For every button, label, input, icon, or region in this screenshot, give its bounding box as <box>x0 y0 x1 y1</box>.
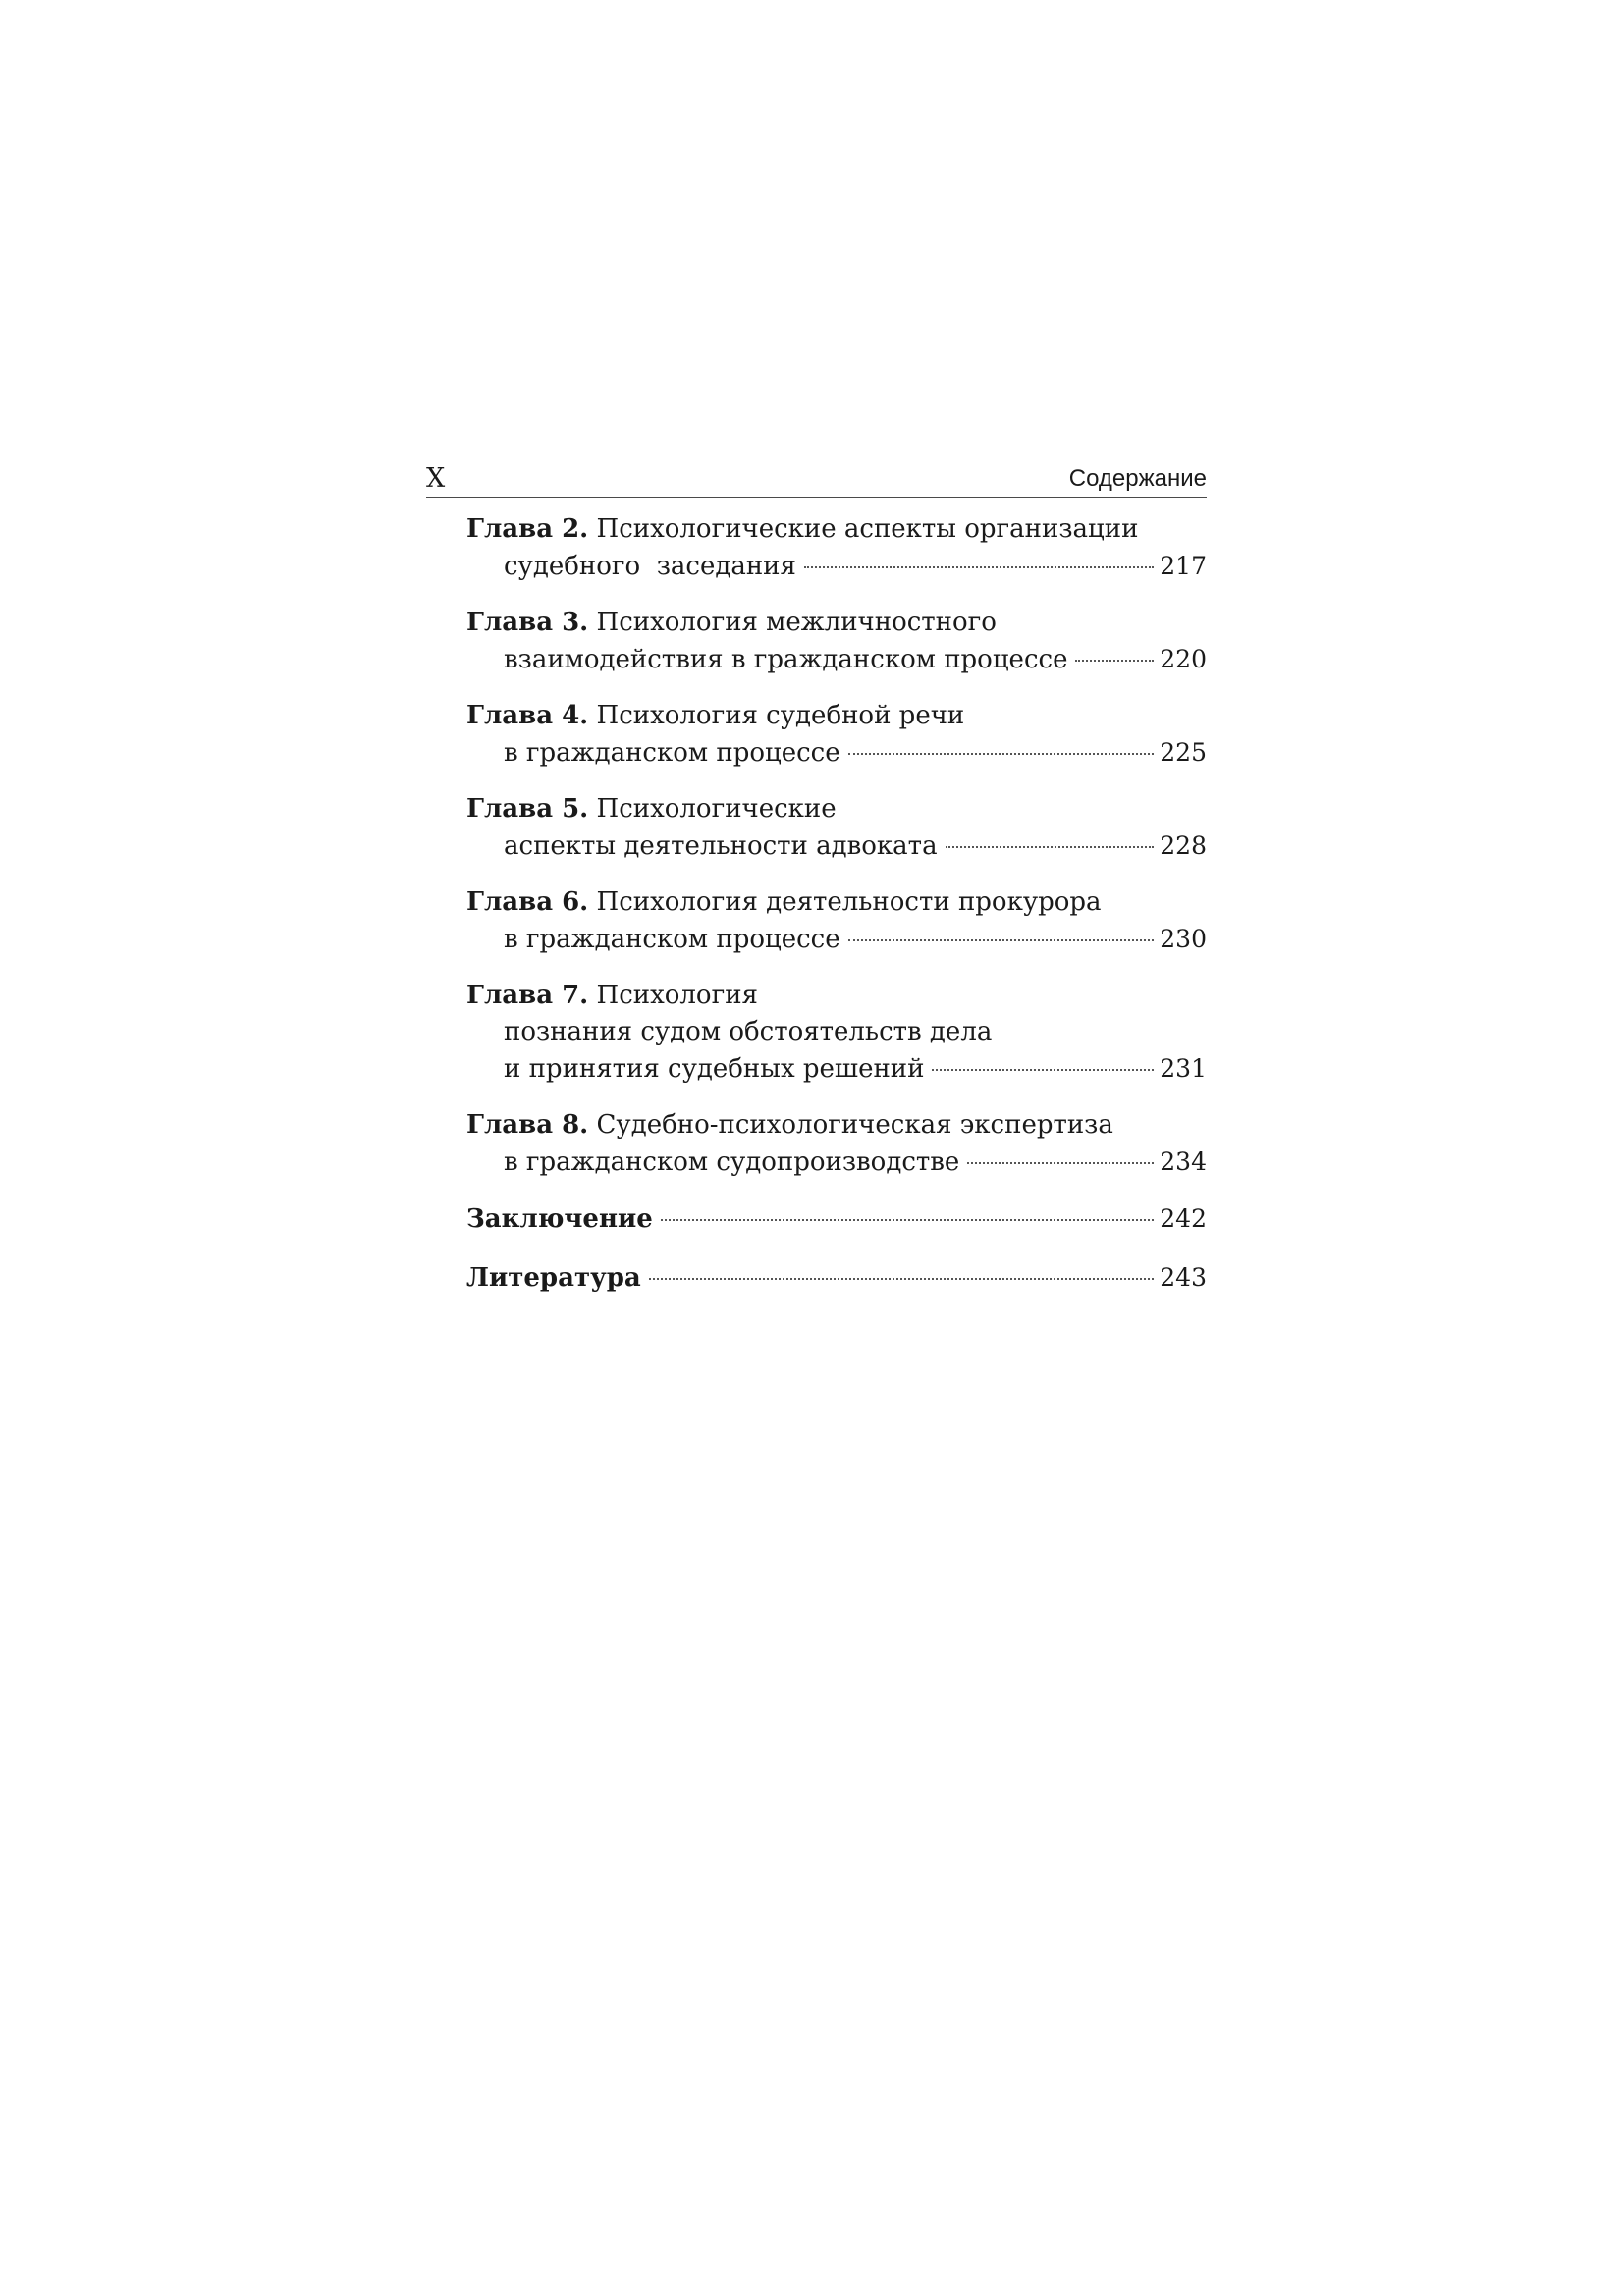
chapter-label: Глава 7. <box>466 981 589 1010</box>
chapter-title-line: судебного заседания <box>504 552 796 581</box>
chapter-label: Глава 3. <box>466 608 589 637</box>
page-ref: 228 <box>1160 831 1207 860</box>
chapter-label: Глава 2. <box>466 514 589 544</box>
chapter-label: Глава 6. <box>466 887 589 917</box>
chapter-title-line: в гражданском процессе <box>504 925 840 954</box>
chapter-label: Глава 4. <box>466 701 589 730</box>
table-of-contents <box>426 498 1207 1297</box>
toc-entry-conclusion[interactable] <box>466 1201 1207 1238</box>
toc-entry-chapter-5[interactable] <box>466 791 1207 865</box>
page-content <box>426 461 1207 1318</box>
chapter-title-line: аспекты деятельности адвоката <box>504 831 938 861</box>
page-ref: 225 <box>1160 738 1207 767</box>
page-ref: 231 <box>1160 1054 1207 1083</box>
chapter-title-line: Психология деятельности прокурора <box>596 887 1102 917</box>
chapter-title-line: в гражданском судопроизводстве <box>504 1148 960 1177</box>
section-label: Литература <box>466 1263 641 1293</box>
running-header <box>426 461 1207 498</box>
chapter-label: Глава 8. <box>466 1110 589 1140</box>
dot-leader <box>932 1069 1154 1071</box>
toc-entry-chapter-2[interactable] <box>466 511 1207 585</box>
page-ref: 217 <box>1160 552 1207 580</box>
dot-leader <box>848 939 1155 941</box>
page-number: X <box>426 463 446 494</box>
toc-entry-chapter-3[interactable] <box>466 605 1207 678</box>
dot-leader <box>649 1278 1155 1280</box>
chapter-title-line: Психология межличностного <box>596 608 997 637</box>
chapter-title-line: в гражданском процессе <box>504 738 840 768</box>
chapter-title-line: Психология судебной речи <box>596 701 965 730</box>
chapter-title-line: познания судом обстоятельств дела <box>504 1017 993 1046</box>
dot-leader <box>804 566 1154 568</box>
dot-leader <box>967 1162 1154 1164</box>
dot-leader <box>848 753 1155 755</box>
toc-entry-literature[interactable] <box>466 1259 1207 1297</box>
toc-entry-chapter-8[interactable] <box>466 1107 1207 1181</box>
chapter-title-line: Психологические аспекты организации <box>596 514 1139 544</box>
toc-entry-chapter-7[interactable] <box>466 978 1207 1088</box>
chapter-title-line: взаимодействия в гражданском процессе <box>504 645 1068 674</box>
dot-leader <box>946 846 1155 848</box>
chapter-title-line: Психология <box>596 981 758 1010</box>
page-ref: 230 <box>1160 925 1207 953</box>
page-ref: 243 <box>1160 1263 1207 1292</box>
page-ref: 220 <box>1160 645 1207 673</box>
chapter-title-line: и принятия судебных решений <box>504 1054 925 1084</box>
page-ref: 242 <box>1160 1204 1207 1233</box>
section-title: Содержание <box>1068 465 1207 492</box>
dot-leader <box>1075 660 1154 662</box>
toc-entry-chapter-4[interactable] <box>466 698 1207 772</box>
chapter-title-line: Психологические <box>596 794 837 824</box>
toc-entry-chapter-6[interactable] <box>466 884 1207 958</box>
dot-leader <box>661 1219 1154 1221</box>
chapter-title-line: Судебно-психологическая экспертиза <box>596 1110 1113 1140</box>
section-label: Заключение <box>466 1204 653 1234</box>
page-ref: 234 <box>1160 1148 1207 1176</box>
chapter-label: Глава 5. <box>466 794 589 824</box>
